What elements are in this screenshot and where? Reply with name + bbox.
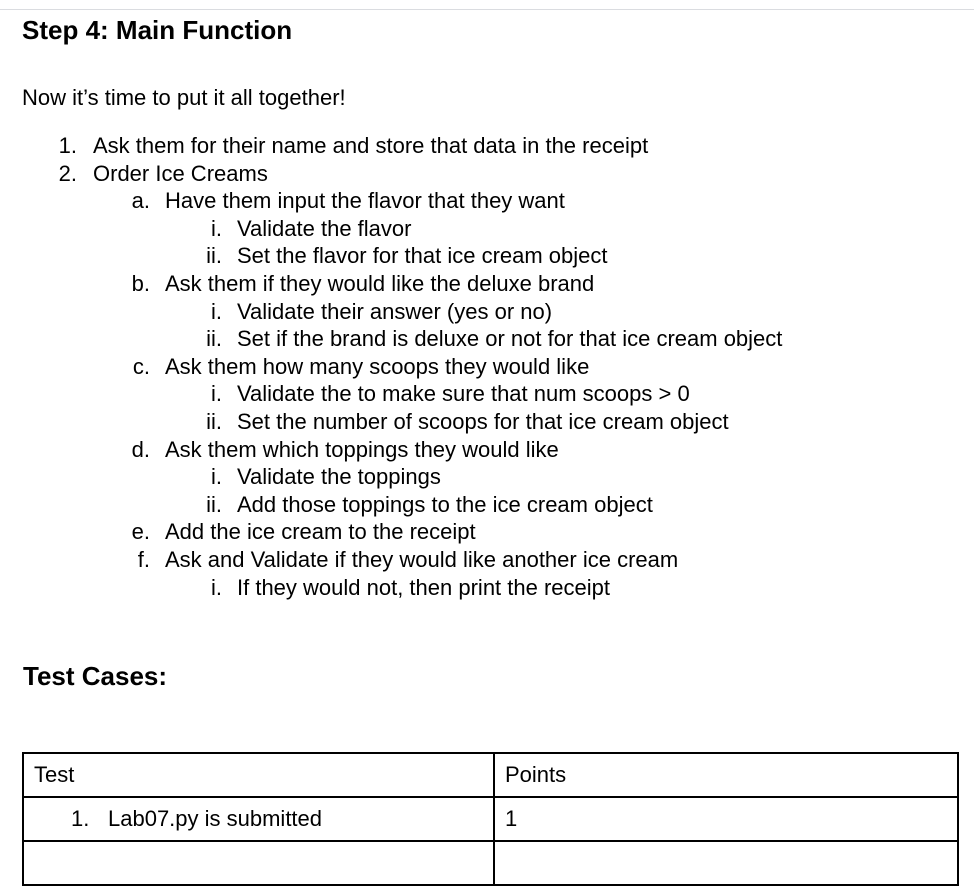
list-item	[0, 353, 974, 381]
table-header-test: Test	[23, 753, 494, 797]
table-row-test: Lab07.py is submitted	[108, 806, 323, 831]
table-cell-empty	[494, 841, 958, 885]
list-item-marker: i.	[211, 381, 222, 407]
table-cell-test	[23, 797, 494, 841]
list-item-marker: d.	[131, 436, 150, 462]
list-item-marker: c.	[132, 353, 150, 379]
table-row	[23, 797, 958, 841]
test-cases-heading: Test Cases:	[23, 661, 168, 691]
list-item	[0, 132, 974, 160]
list-item-text: Set if the brand is deluxe or not for that ice cream object	[237, 326, 783, 352]
list-item-text: Ask them how many scoops they would like	[165, 353, 590, 379]
list-item-marker: e.	[131, 519, 150, 545]
list-item-marker: ii.	[206, 491, 222, 517]
list-item-marker: 2.	[58, 160, 77, 186]
list-item	[0, 298, 974, 326]
list-item	[0, 160, 974, 188]
list-item	[0, 215, 974, 243]
list-item-marker: 1.	[58, 133, 77, 158]
list-item-text: Ask them if they would like the deluxe brand	[165, 271, 595, 296]
list-item	[0, 408, 974, 436]
test-cases-table	[22, 752, 959, 886]
list-item	[0, 491, 974, 519]
list-item	[0, 380, 974, 408]
list-item-text: Ask them which toppings they would like	[165, 436, 559, 462]
list-item	[0, 574, 974, 602]
list-item	[0, 325, 974, 353]
list-item-text: Set the flavor for that ice cream object	[237, 243, 608, 269]
list-item-text: Validate the to make sure that num scoops > 0	[237, 381, 690, 407]
list-item	[0, 546, 974, 574]
list-item-text: Ask them for their name and store that data in the receipt	[93, 133, 649, 158]
list-item-text: If they would not, then print the receipt	[237, 574, 611, 600]
list-item-marker: ii.	[206, 409, 222, 434]
list-item-marker: i.	[211, 298, 222, 324]
list-item-text: Validate the flavor	[237, 215, 412, 241]
table-header-row	[23, 753, 958, 797]
list-item-marker: ii.	[206, 243, 222, 269]
list-item-text: Have them input the flavor that they want	[165, 188, 565, 214]
list-item-marker: a.	[131, 188, 150, 214]
list-item-text: Add those toppings to the ice cream object	[237, 491, 653, 517]
table-cell-points: 1	[494, 797, 958, 841]
table-row-partial	[23, 841, 958, 885]
list-item	[0, 436, 974, 464]
list-item-text: Validate the toppings	[237, 464, 441, 490]
page-top-rule	[0, 9, 974, 10]
list-item-marker: ii.	[206, 326, 222, 352]
list-item-text: Validate their answer (yes or no)	[237, 298, 553, 324]
list-item-text: Ask and Validate if they would like another ice cream	[165, 547, 679, 572]
list-item	[0, 242, 974, 270]
list-item-marker: i.	[211, 464, 222, 490]
list-item-text: Add the ice cream to the receipt	[165, 519, 476, 545]
list-item-marker: f.	[137, 547, 150, 572]
list-item-text: Order Ice Creams	[93, 160, 268, 186]
list-item	[0, 463, 974, 491]
list-item-marker: b.	[131, 271, 150, 296]
list-item	[0, 270, 974, 298]
list-item-text: Set the number of scoops for that ice cream object	[237, 409, 729, 434]
table-row-number: 1.	[71, 806, 90, 831]
intro-paragraph: Now it’s time to put it all together!	[22, 85, 346, 110]
list-item-marker: i.	[211, 574, 222, 600]
list-item	[0, 187, 974, 215]
list-item	[0, 518, 974, 546]
list-item-marker: i.	[211, 215, 222, 241]
section-heading: Step 4: Main Function	[22, 15, 293, 45]
table-cell-empty	[23, 841, 494, 885]
table-header-points: Points	[494, 753, 958, 797]
